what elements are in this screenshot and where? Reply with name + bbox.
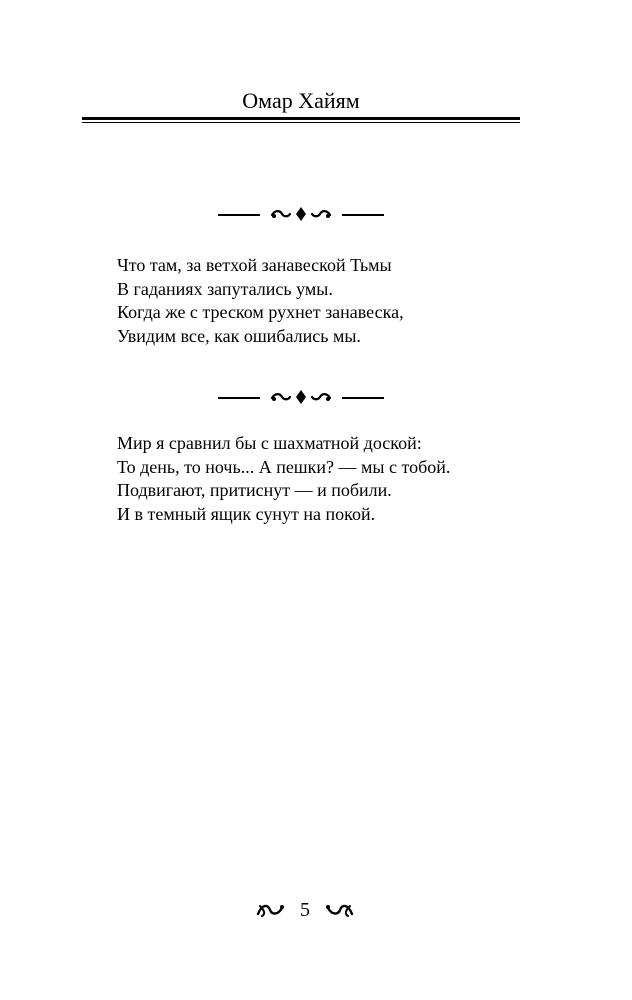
divider-line-right: [342, 214, 384, 216]
quatrain: [117, 254, 547, 348]
verse-line: Увидим все, как ошибались мы.: [117, 325, 361, 346]
quatrain: [117, 432, 547, 526]
verse-line: Мир я сравнил бы с шахматной доской:: [117, 433, 422, 453]
running-header-title: Омар Хайям: [242, 88, 360, 113]
stanza-divider: [216, 389, 386, 405]
verse-line: То день, то ночь... А пешки? — мы с тобой.: [117, 456, 451, 477]
fleuron-diamond-icon: [266, 389, 336, 405]
stanza-divider: [216, 206, 386, 222]
header-rule-thick: [82, 117, 520, 120]
divider-line-left: [218, 397, 260, 399]
verse-line: И в темный ящик сунут на покой.: [117, 503, 376, 524]
header-double-rule: [82, 117, 520, 124]
fleuron-diamond-icon: [266, 206, 336, 222]
header-rule-thin: [82, 122, 520, 123]
page-number: 5: [300, 899, 310, 921]
verse-line: Когда же с треском рухнет занавеска,: [117, 302, 404, 322]
page-footer: [250, 898, 360, 922]
verse-line: Что там, за ветхой занавеской Тьмы: [117, 255, 392, 275]
divider-line-left: [218, 214, 260, 216]
verse-line: В гаданиях запутались умы.: [117, 278, 333, 299]
scroll-ornament-icon: [324, 902, 354, 918]
verse-line: Подвигают, притиснут — и побили.: [117, 480, 392, 500]
divider-line-right: [342, 397, 384, 399]
